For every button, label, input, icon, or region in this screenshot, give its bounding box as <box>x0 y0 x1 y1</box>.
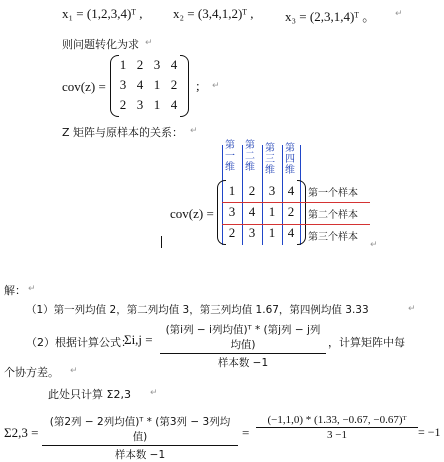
relation-text: Z 矩阵与原样本的关系： <box>62 126 184 139</box>
final-result: = −1 <box>418 425 441 439</box>
sample-label: 第二个样本 <box>308 210 358 221</box>
only-calc-text: 此处只计算 Σ2,3 <box>48 388 131 401</box>
final-equals: = <box>242 425 250 440</box>
convert-text: 则问题转化为求 <box>62 38 139 51</box>
final-fraction-1 <box>42 414 238 462</box>
step2-prefix: （2）根据计算公式： <box>26 336 132 349</box>
vector-x1: x₁ = (1,2,3,4)ᵀ , <box>62 6 143 21</box>
matrix-cell: 2 <box>119 97 127 112</box>
sample-label: 第一个样本 <box>308 188 358 199</box>
matrix-cell: 2 <box>170 77 178 92</box>
sample-label: 第三个样本 <box>308 232 358 243</box>
matrix-cell: 2 <box>136 57 144 72</box>
return-mark: ↵ <box>370 240 378 250</box>
return-mark: ↵ <box>28 284 36 294</box>
matrix-cell: 3 <box>228 204 236 219</box>
matrix-cell: 1 <box>153 77 161 92</box>
cov-matrix-annotated <box>217 180 307 246</box>
return-mark: ↵ <box>408 304 416 314</box>
matrix-cell: 3 <box>136 97 144 112</box>
final-numerator-2: (−1,1,0) * (1.33, −0.67, −0.67)ᵀ <box>256 414 418 428</box>
matrix-cell: 2 <box>248 183 256 198</box>
matrix-cell: 4 <box>170 97 178 112</box>
return-mark: ↵ <box>145 38 153 48</box>
step2-numerator: (第i列 − i列均值)ᵀ * (第j列 − j列均值) <box>160 322 326 354</box>
dim-header: 第一维 <box>225 140 235 173</box>
matrix-cell: 2 <box>287 204 295 219</box>
final-numerator-1: (第2列 − 2列均值)ᵀ * (第3列 − 3列均值) <box>42 414 238 446</box>
matrix-cell: 3 <box>248 225 256 240</box>
vector-x3: x₃ = (2,3,1,4)ᵀ 。 <box>285 9 376 24</box>
step2-cont: 个协方差。 <box>4 366 59 379</box>
matrix-cell: 1 <box>119 57 127 72</box>
final-denominator-2: 3 −1 <box>327 429 347 441</box>
final-denominator-1: 样本数 −1 <box>114 449 166 461</box>
matrix-cell: 1 <box>268 204 276 219</box>
matrix-cell: 1 <box>228 183 236 198</box>
text-cursor <box>161 236 162 248</box>
final-lhs: Σ2,3 = <box>4 425 39 440</box>
sigma-ij: Σi,j = <box>124 332 153 347</box>
matrix-cell: 4 <box>287 183 295 198</box>
final-fraction-2 <box>256 414 418 441</box>
return-mark: ↵ <box>70 366 78 376</box>
cov-label: cov(z) = <box>62 79 106 94</box>
step1-text: （1）第一列均值 2，第二列均值 3，第三列均值 1.67，第四例均值 3.33 <box>26 304 369 316</box>
matrix-cell: 1 <box>268 225 276 240</box>
matrix-cell: 1 <box>153 97 161 112</box>
matrix-cell: 4 <box>170 57 178 72</box>
return-mark: ↵ <box>150 388 158 398</box>
dim-header: 第二维 <box>245 140 255 173</box>
return-mark: ↵ <box>395 9 403 19</box>
matrix-cell: 3 <box>268 183 276 198</box>
return-mark: ↵ <box>190 126 198 136</box>
step2-fraction <box>160 322 326 370</box>
matrix-cell: 3 <box>119 77 127 92</box>
dim-header: 第三维 <box>265 143 275 176</box>
vector-x2: x₂ = (3,4,1,2)ᵀ , <box>173 6 254 21</box>
step2-denominator: 样本数 −1 <box>217 357 269 369</box>
return-mark: ↵ <box>212 81 220 91</box>
solution-label: 解： <box>4 284 26 297</box>
cov-matrix <box>110 55 190 117</box>
matrix-cell: 4 <box>248 204 256 219</box>
matrix-cell: 4 <box>136 77 144 92</box>
matrix-cell: 4 <box>287 225 295 240</box>
row-line <box>222 224 370 225</box>
dim-header: 第四维 <box>285 143 295 176</box>
matrix-cell: 2 <box>228 225 236 240</box>
matrix-cell: 3 <box>153 57 161 72</box>
step2-suffix: ，计算矩阵中每 <box>328 336 405 349</box>
matrix-suffix: ; <box>196 78 200 93</box>
row-line <box>222 202 370 203</box>
cov-label-2: cov(z) = <box>170 206 214 221</box>
